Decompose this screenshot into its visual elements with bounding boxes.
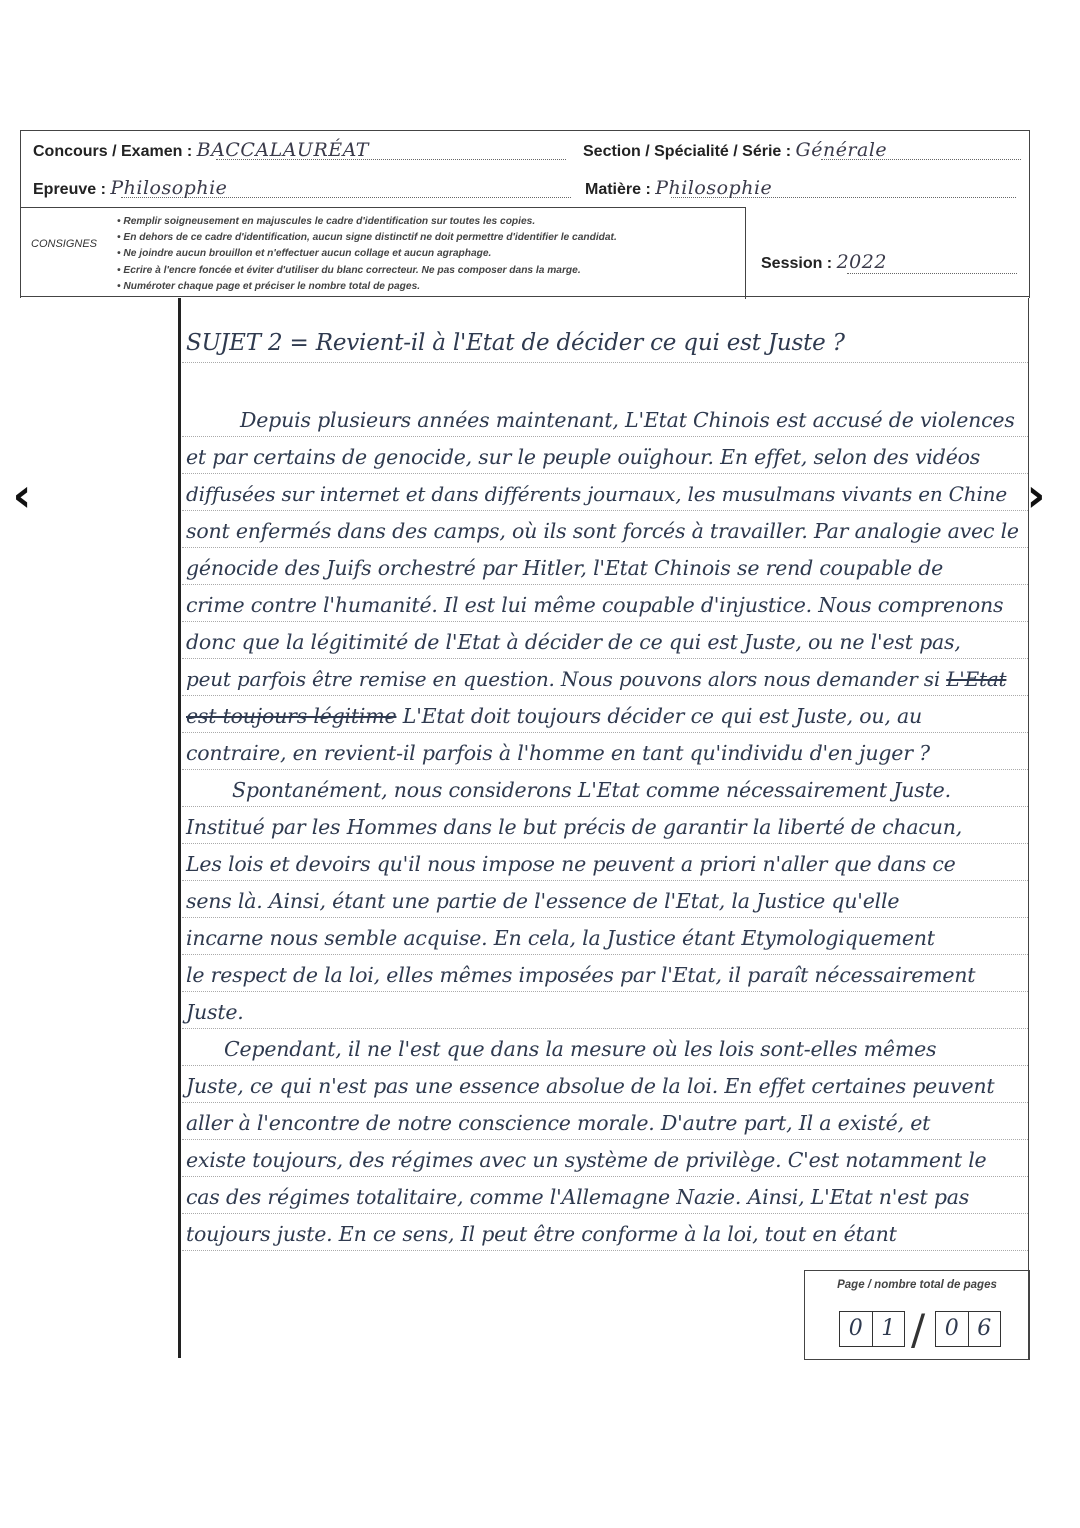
- consigne-item: • Remplir soigneusement en majuscules le cadre d'identification sur toutes les copies.: [117, 214, 617, 230]
- consignes-label: CONSIGNES: [31, 238, 98, 250]
- essay-line: sont enfermés dans des camps, où ils sont forcés à travailler. Par analogie avec le: [186, 519, 1019, 543]
- session-field: [761, 251, 887, 273]
- consigne-item: • Ecrire à l'encre foncée et éviter d'utiliser du blanc correcteur. Ne pas composer dans la marge.: [117, 263, 617, 279]
- total-pages-box: [935, 1311, 1001, 1347]
- ruled-line: [182, 658, 1028, 659]
- essay-line-text: L'Etat doit toujours décider ce qui est Juste, ou, au: [402, 704, 923, 728]
- essay-line: Cependant, il ne l'est que dans la mesure où les lois sont-elles mêmes: [224, 1037, 937, 1061]
- epreuve-value: Philosophie: [110, 177, 228, 199]
- matiere-value: Philosophie: [655, 177, 773, 199]
- section-label: Section / Spécialité / Série :: [583, 143, 792, 160]
- essay-line: [186, 667, 1006, 691]
- matiere-field: [585, 177, 772, 199]
- ruled-line: [182, 806, 1028, 807]
- ruled-line: [182, 917, 1028, 918]
- ruled-line: [182, 1250, 1028, 1251]
- ruled-line: [182, 1102, 1028, 1103]
- ruled-line: [182, 769, 1028, 770]
- concours-value: BACCALAURÉAT: [196, 139, 369, 161]
- epreuve-dots: [121, 197, 571, 198]
- ruled-line: [182, 695, 1028, 696]
- essay-line: et par certains de genocide, sur le peuple ouïghour. En effet, selon des vidéos: [186, 445, 981, 469]
- essay-line: aller à l'encontre de notre conscience morale. D'autre part, Il a existé, et: [186, 1111, 931, 1135]
- concours-dots: [216, 159, 566, 160]
- identification-header: [20, 130, 1030, 298]
- consignes-list: [117, 214, 617, 295]
- essay-line: le respect de la loi, elles mêmes imposées par l'Etat, il paraît nécessairement: [186, 963, 976, 987]
- matiere-dots: [671, 197, 1016, 198]
- essay-line: cas des régimes totalitaire, comme l'Allemagne Nazie. Ainsi, L'Etat n'est pas: [186, 1185, 970, 1209]
- essay-line: génocide des Juifs orchestré par Hitler, l'Etat Chinois se rend coupable de: [186, 556, 944, 580]
- matiere-label: Matière :: [585, 181, 651, 198]
- section-field: [583, 139, 887, 161]
- session-dots: [847, 273, 1017, 274]
- ruled-line: [182, 843, 1028, 844]
- ruled-line: [182, 362, 1028, 363]
- session-label: Session :: [761, 255, 833, 272]
- essay-line: Juste, ce qui n'est pas une essence absolue de la loi. En effet certaines peuvent: [186, 1074, 995, 1098]
- concours-field: [33, 139, 369, 161]
- current-page-digit: 0: [840, 1312, 873, 1346]
- ruled-line: [182, 1139, 1028, 1140]
- ruled-line: [182, 991, 1028, 992]
- consigne-item: • Ne joindre aucun brouillon et n'effectuer aucun collage et aucun agraphage.: [117, 246, 617, 262]
- ruled-line: [182, 473, 1028, 474]
- essay-line: Depuis plusieurs années maintenant, L'Etat Chinois est accusé de violences: [240, 408, 1015, 432]
- epreuve-field: [33, 177, 227, 199]
- essay-line: contraire, en revient-il parfois à l'homme en tant qu'individu d'en juger ?: [186, 741, 930, 765]
- section-dots: [821, 159, 1021, 160]
- ruled-line: [182, 732, 1028, 733]
- total-pages-digit: 0: [936, 1312, 969, 1346]
- epreuve-label: Epreuve :: [33, 181, 106, 198]
- page-counter-label: Page / nombre total de pages: [837, 1279, 997, 1291]
- essay-line: sens là. Ainsi, étant une partie de l'essence de l'Etat, la Justice qu'elle: [186, 889, 900, 913]
- essay-line: Spontanément, nous considerons L'Etat comme nécessairement Juste.: [232, 778, 951, 802]
- essay-line: existe toujours, des régimes avec un système de privilège. C'est notamment le: [186, 1148, 987, 1172]
- page-counter-box: [804, 1270, 1030, 1360]
- ruled-line: [182, 1213, 1028, 1214]
- essay-line: [186, 704, 922, 728]
- section-value: Générale: [795, 139, 888, 161]
- ruled-line: [182, 1028, 1028, 1029]
- current-page-box: [839, 1311, 905, 1347]
- ruled-line: [182, 1176, 1028, 1177]
- consignes-box: [21, 207, 746, 299]
- ruled-line: [182, 510, 1028, 511]
- essay-line: toujours juste. En ce sens, Il peut être conforme à la loi, tout en étant: [186, 1222, 897, 1246]
- struck-text: est toujours légitime: [186, 704, 397, 728]
- essay-line: diffusées sur internet et dans différents journaux, les musulmans vivants en Chine: [186, 482, 1007, 506]
- ruled-line: [182, 621, 1028, 622]
- ruled-line: [182, 880, 1028, 881]
- next-page-arrow-icon[interactable]: ›: [1026, 468, 1046, 522]
- struck-text: L'Etat: [946, 667, 1007, 691]
- ruled-line: [182, 584, 1028, 585]
- consigne-item: • En dehors de ce cadre d'identification, aucun signe distinctif ne doit permettre d'identifier le candidat.: [117, 230, 617, 246]
- essay-line: Institué par les Hommes dans le but précis de garantir la liberté de chacun,: [186, 815, 963, 839]
- total-pages-digit: 6: [977, 1316, 992, 1341]
- essay-line: Juste.: [186, 1000, 244, 1024]
- essay-line: donc que la légitimité de l'Etat à décider de ce qui est Juste, ou ne l'est pas,: [186, 630, 961, 654]
- ruled-line: [182, 436, 1028, 437]
- previous-page-arrow-icon[interactable]: ‹: [12, 468, 32, 522]
- ruled-line: [182, 954, 1028, 955]
- subject-title: SUJET 2 = Revient-il à l'Etat de décider ce qui est Juste ?: [186, 330, 845, 356]
- page-right-border: [1028, 298, 1029, 1360]
- essay-line: incarne nous semble acquise. En cela, la Justice étant Etymologiquement: [186, 926, 935, 950]
- essay-line: crime contre l'humanité. Il est lui même coupable d'injustice. Nous comprenons: [186, 593, 1004, 617]
- consigne-item: • Numéroter chaque page et préciser le nombre total de pages.: [117, 279, 617, 295]
- essay-line: Les lois et devoirs qu'il nous impose ne peuvent a priori n'aller que dans ce: [186, 852, 956, 876]
- margin-line: [178, 298, 181, 1358]
- ruled-line: [182, 547, 1028, 548]
- header-divider: [20, 296, 1030, 297]
- session-value: 2022: [836, 251, 887, 273]
- ruled-line: [182, 1065, 1028, 1066]
- essay-line-text: peut parfois être remise en question. Nous pouvons alors nous demander si: [186, 667, 941, 691]
- concours-label: Concours / Examen :: [33, 143, 193, 160]
- current-page-digit: 1: [881, 1316, 896, 1341]
- page-slash: /: [911, 1305, 926, 1354]
